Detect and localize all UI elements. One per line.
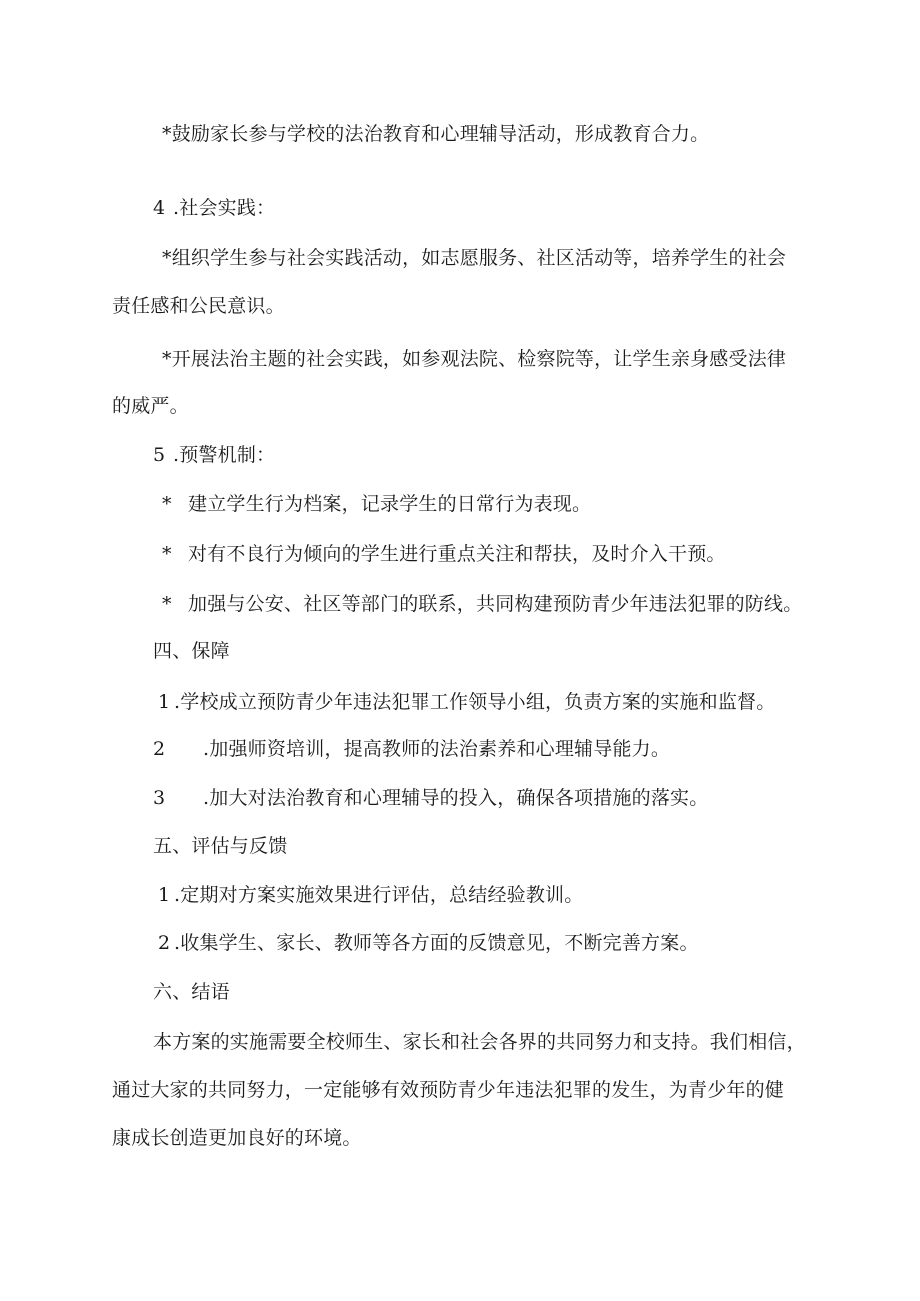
guarantee-item-1 [158, 690, 775, 714]
item-text: .加大对法治教育和心理辅导的投入，确保各项措施的落实。 [203, 787, 709, 809]
heading-text: .社会实践： [173, 197, 276, 219]
item-text: .收集学生、家长、教师等各方面的反馈意见，不断完善方案。 [174, 932, 699, 954]
guarantee-item-2 [153, 737, 670, 761]
conclusion-line1: 本方案的实施需要全校师生、家长和社会各界的共同努力和支持。我们相信， [153, 1031, 806, 1053]
heading-number: 4 [153, 197, 166, 219]
bullet-star: * [162, 593, 172, 615]
section-heading-guarantee: 四、保障 [153, 640, 230, 662]
bullet-text: 加强与公安、社区等部门的联系，共同构建预防青少年违法犯罪的防线。 [188, 593, 803, 615]
bullet-social-activities-line1: *组织学生参与社会实践活动，如志愿服务、社区活动等，培养学生的社会 [162, 247, 787, 269]
bullet-star: * [162, 543, 172, 565]
item-number: 2 [153, 738, 166, 760]
bullet-parent-involvement: *鼓励家长参与学校的法治教育和心理辅导活动，形成教育合力。 [162, 123, 710, 145]
item-number: 2 [158, 932, 171, 954]
bullet-focused-attention [162, 542, 726, 566]
guarantee-item-3 [153, 786, 708, 810]
bullet-text: 对有不良行为倾向的学生进行重点关注和帮扶，及时介入干预。 [188, 543, 726, 565]
bullet-legal-practice-line2: 的威严。 [112, 395, 189, 417]
bullet-behavior-records [162, 492, 591, 516]
heading-number: 5 [153, 444, 166, 466]
bullet-police-community [162, 592, 802, 616]
bullet-star: * [162, 493, 172, 515]
heading-social-practice [153, 196, 275, 220]
item-text: .定期对方案实施效果进行评估，总结经验教训。 [174, 884, 584, 906]
conclusion-line3: 康成长创造更加良好的环境。 [112, 1127, 362, 1149]
heading-warning-mechanism [153, 443, 275, 467]
bullet-text: 建立学生行为档案，记录学生的日常行为表现。 [188, 493, 592, 515]
bullet-legal-practice-line1: *开展法治主题的社会实践，如参观法院、检察院等，让学生亲身感受法律 [162, 348, 787, 370]
item-number: 1 [158, 691, 171, 713]
section-heading-evaluation: 五、评估与反馈 [153, 835, 288, 857]
item-text: .学校成立预防青少年违法犯罪工作领导小组，负责方案的实施和监督。 [174, 691, 776, 713]
item-number: 3 [153, 787, 166, 809]
conclusion-line2: 通过大家的共同努力，一定能够有效预防青少年违法犯罪的发生，为青少年的健 [112, 1079, 785, 1101]
evaluation-item-2 [158, 931, 699, 955]
item-number: 1 [158, 884, 171, 906]
bullet-social-activities-line2: 责任感和公民意识。 [112, 295, 285, 317]
evaluation-item-1 [158, 883, 583, 907]
heading-text: .预警机制： [173, 444, 276, 466]
section-heading-conclusion: 六、结语 [153, 981, 230, 1003]
item-text: .加强师资培训，提高教师的法治素养和心理辅导能力。 [203, 738, 671, 760]
